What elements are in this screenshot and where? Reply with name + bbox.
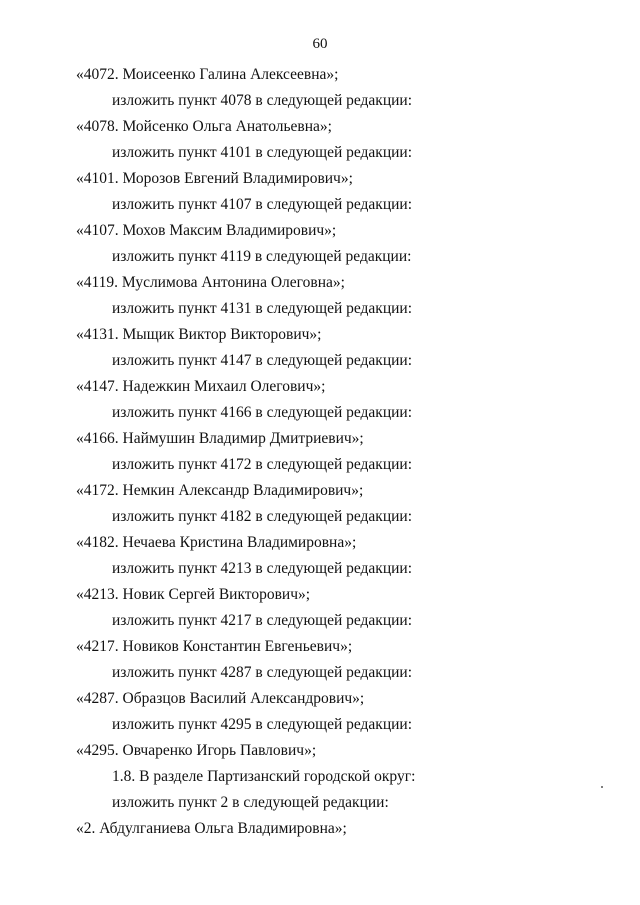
- instruction-line: изложить пункт 4217 в следующей редакции:: [112, 612, 413, 629]
- document-body: [0, 62, 640, 842]
- instruction-line: изложить пункт 4078 в следующей редакции:: [112, 92, 413, 109]
- list-entry: «4119. Муслимова Антонина Олеговна»;: [76, 274, 345, 291]
- list-entry: «4107. Мохов Максим Владимирович»;: [76, 222, 337, 239]
- instruction-line: изложить пункт 4119 в следующей редакции:: [112, 248, 412, 265]
- list-entry: «2. Абдулганиева Ольга Владимировна»;: [76, 820, 347, 837]
- instruction-line: 1.8. В разделе Партизанский городской округ:: [112, 768, 416, 785]
- instruction-line: изложить пункт 4295 в следующей редакции:: [112, 716, 413, 733]
- instruction-line: изложить пункт 2 в следующей редакции:: [112, 794, 389, 811]
- list-entry: «4182. Нечаева Кристина Владимировна»;: [76, 534, 357, 551]
- list-entry: «4147. Надежкин Михаил Олегович»;: [76, 378, 326, 395]
- list-entry: «4131. Мыщик Виктор Викторович»;: [76, 326, 322, 343]
- list-entry: «4213. Новик Сергей Викторович»;: [76, 586, 311, 603]
- instruction-line: изложить пункт 4107 в следующей редакции:: [112, 196, 413, 213]
- instruction-line: изложить пункт 4287 в следующей редакции:: [112, 664, 413, 681]
- instruction-line: изложить пункт 4172 в следующей редакции:: [112, 456, 413, 473]
- list-entry: «4287. Образцов Василий Александрович»;: [76, 690, 365, 707]
- instruction-line: изложить пункт 4166 в следующей редакции:: [112, 404, 413, 421]
- list-entry: «4072. Моисеенко Галина Алексеевна»;: [76, 66, 339, 83]
- instruction-line: изложить пункт 4182 в следующей редакции:: [112, 508, 413, 525]
- page-number: 60: [312, 36, 328, 52]
- list-entry: «4172. Немкин Александр Владимирович»;: [76, 482, 364, 499]
- scan-speck: [601, 786, 603, 788]
- list-entry: «4295. Овчаренко Игорь Павлович»;: [76, 742, 317, 759]
- instruction-line: изложить пункт 4147 в следующей редакции:: [112, 352, 413, 369]
- instruction-line: изложить пункт 4213 в следующей редакции:: [112, 560, 413, 577]
- list-entry: «4217. Новиков Константин Евгеньевич»;: [76, 638, 353, 655]
- instruction-line: изложить пункт 4101 в следующей редакции:: [112, 144, 413, 161]
- list-entry: «4166. Наймушин Владимир Дмитриевич»;: [76, 430, 364, 447]
- instruction-line: изложить пункт 4131 в следующей редакции:: [112, 300, 413, 317]
- list-entry: «4101. Морозов Евгений Владимирович»;: [76, 170, 353, 187]
- list-entry: «4078. Мойсенко Ольга Анатольевна»;: [76, 118, 332, 135]
